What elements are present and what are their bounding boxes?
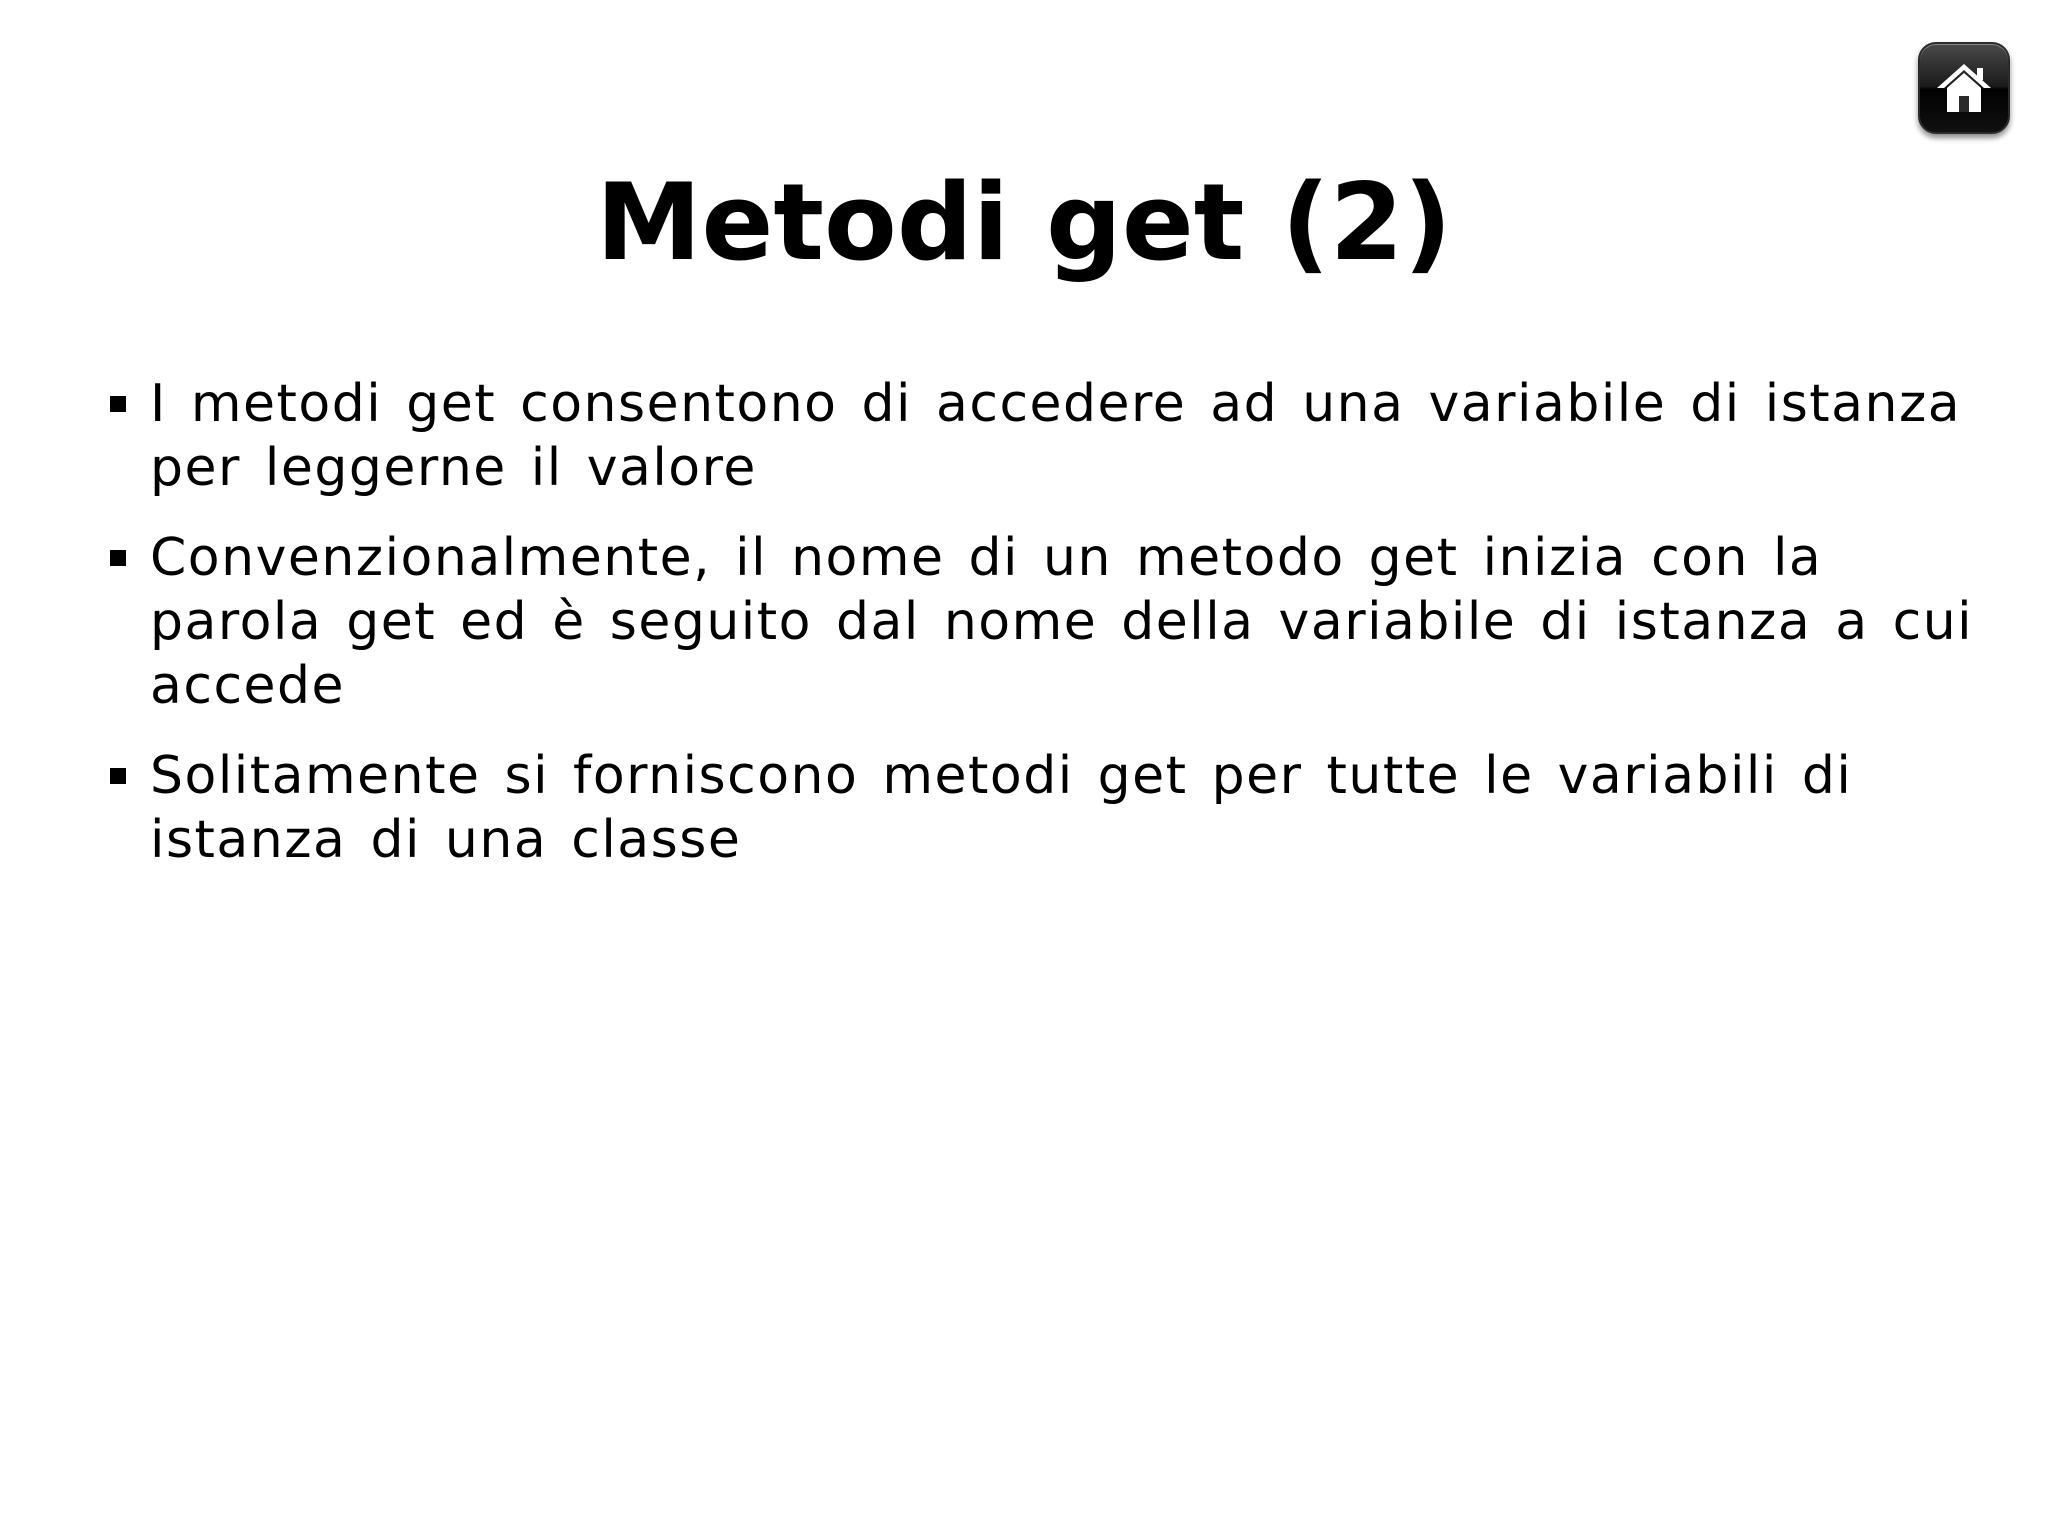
square-bullet-icon: [110, 768, 126, 784]
bullet-text: Convenzionalmente, il nome di un metodo get inizia con la parola get ed è seguito dal nome della variabile di istanza a cui accede: [150, 528, 1974, 716]
bullet-item: [108, 526, 1988, 718]
home-icon: [1933, 60, 1995, 116]
bullet-list: [108, 372, 1988, 898]
slide-title: Metodi get (2): [596, 161, 1452, 284]
bullet-text: I metodi get consentono di accedere ad una variabile di istanza per leggerne il valore: [150, 374, 1962, 498]
square-bullet-icon: [110, 396, 126, 412]
bullet-item: [108, 372, 1988, 500]
square-bullet-icon: [110, 550, 126, 566]
home-button[interactable]: [1918, 42, 2010, 134]
bullet-item: [108, 744, 1988, 872]
bullet-text: Solitamente si forniscono metodi get per tutte le variabili di istanza di una classe: [150, 746, 1853, 870]
